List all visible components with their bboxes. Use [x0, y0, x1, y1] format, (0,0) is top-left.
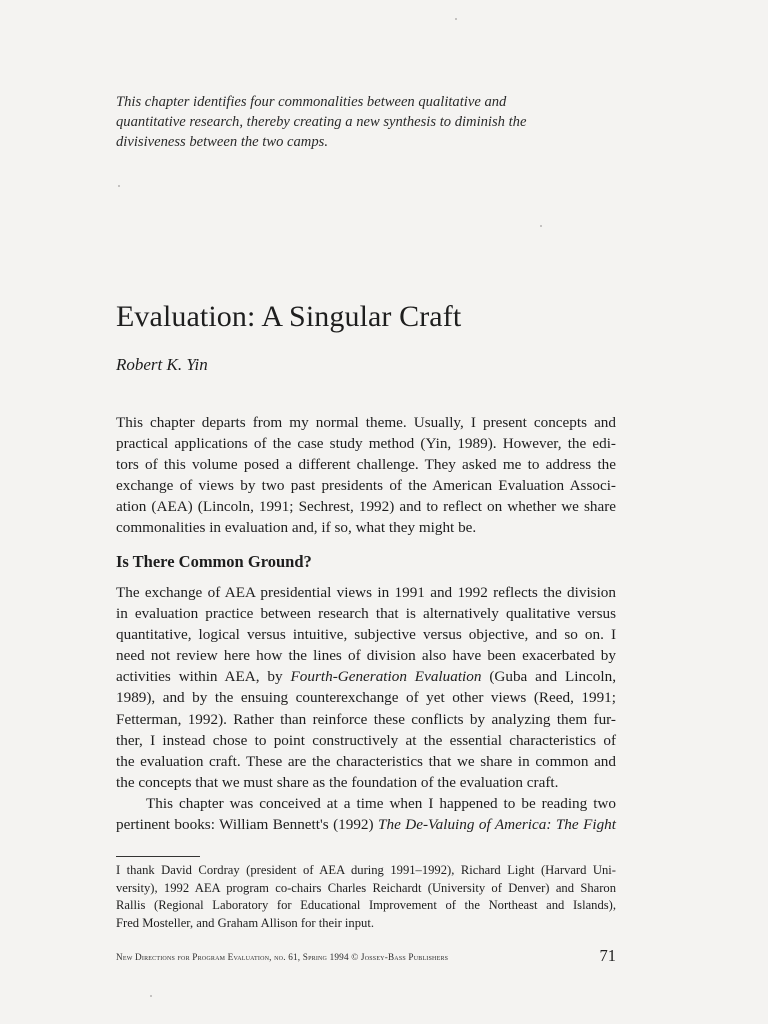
footnote-line: Rallis (Regional Laboratory for Educational Improvement of the Northeast and Islands),: [116, 898, 616, 913]
scan-speck: [455, 18, 457, 20]
paragraph-line: commonalities in evaluation and, if so, what they might be.: [116, 519, 477, 537]
abstract-line: quantitative research, thereby creating a new synthesis to diminish the: [116, 114, 527, 130]
section-heading: Is There Common Ground?: [116, 552, 312, 571]
abstract-line: divisiveness between the two camps.: [116, 134, 328, 150]
paragraph-line: in evaluation practice between research that is alternatively qualitative versus: [116, 605, 616, 623]
footnote-divider: [116, 856, 200, 857]
chapter-abstract: [116, 92, 556, 152]
footnote-line: I thank David Cordray (president of AEA during 1991–1992), Richard Light (Harvard Uni-: [116, 863, 616, 877]
chapter-title: Evaluation: A Singular Craft: [116, 300, 462, 333]
paragraph-line: quantitative, logical versus intuitive, subjective versus objective, and so on. I: [116, 626, 616, 644]
author-name: Robert K. Yin: [116, 355, 208, 374]
paragraph-line: the evaluation craft. These are the characteristics that we share in common and: [116, 752, 616, 770]
paragraph-line: practical applications of the case study method (Yin, 1989). However, the edi-: [116, 435, 616, 453]
paragraph-line: ation (AEA) (Lincoln, 1991; Sechrest, 1992) and to reflect on whether we share: [116, 498, 616, 516]
paragraph-line: Fetterman, 1992). Rather than reinforce these conflicts by analyzing them fur-: [116, 710, 616, 728]
footnote-line: versity), 1992 AEA program co-chairs Charles Reichardt (University of Denver) and Sharon: [116, 880, 616, 895]
scan-speck: [118, 185, 120, 187]
paragraph-line: The exchange of AEA presidential views in 1991 and 1992 reflects the division: [116, 584, 616, 601]
book-title: The De-Valuing of America: The Fight: [378, 816, 616, 834]
paragraph-line: tors of this volume posed a different challenge. They asked me to address the: [116, 456, 616, 474]
page-footer: [116, 948, 616, 968]
journal-citation: New Directions for Program Evaluation, no. 61, Spring 1994 © Jossey-Bass Publishers: [116, 952, 449, 962]
paragraph-line: This chapter departs from my normal theme. Usually, I present concepts and: [116, 414, 616, 431]
scan-speck: [150, 995, 152, 997]
paragraph-line: This chapter was conceived at a time when I happened to be reading two: [146, 794, 616, 812]
body-paragraph: [116, 582, 616, 835]
book-title: Fourth-Generation Evaluation: [290, 668, 482, 686]
scan-speck: [540, 225, 542, 227]
paragraph-line: ther, I instead chose to point constructively at the essential characteristics of: [116, 731, 616, 749]
paragraph-line: the concepts that we must share as the foundation of the evaluation craft.: [116, 773, 559, 791]
paragraph-line: activities within AEA, by Fourth-Generation Evaluation (Guba and Lincoln,: [116, 668, 616, 686]
footnote-line: Fred Mosteller, and Graham Allison for their input.: [116, 915, 374, 930]
paragraph-line: exchange of views by two past presidents of the American Evaluation Associ-: [116, 477, 616, 495]
paragraph-line: 1989), and by the ensuing counterexchange of yet other views (Reed, 1991;: [116, 689, 616, 707]
intro-paragraph: [116, 412, 616, 539]
paragraph-line: need not review here how the lines of division also have been exacerbated by: [116, 647, 616, 665]
paragraph-line: pertinent books: William Bennett's (1992) The De-Valuing of America: The Fight: [116, 816, 616, 834]
page-number: 71: [599, 946, 616, 965]
abstract-line: This chapter identifies four commonalities between qualitative and: [116, 94, 507, 110]
acknowledgment-footnote: [116, 862, 616, 932]
